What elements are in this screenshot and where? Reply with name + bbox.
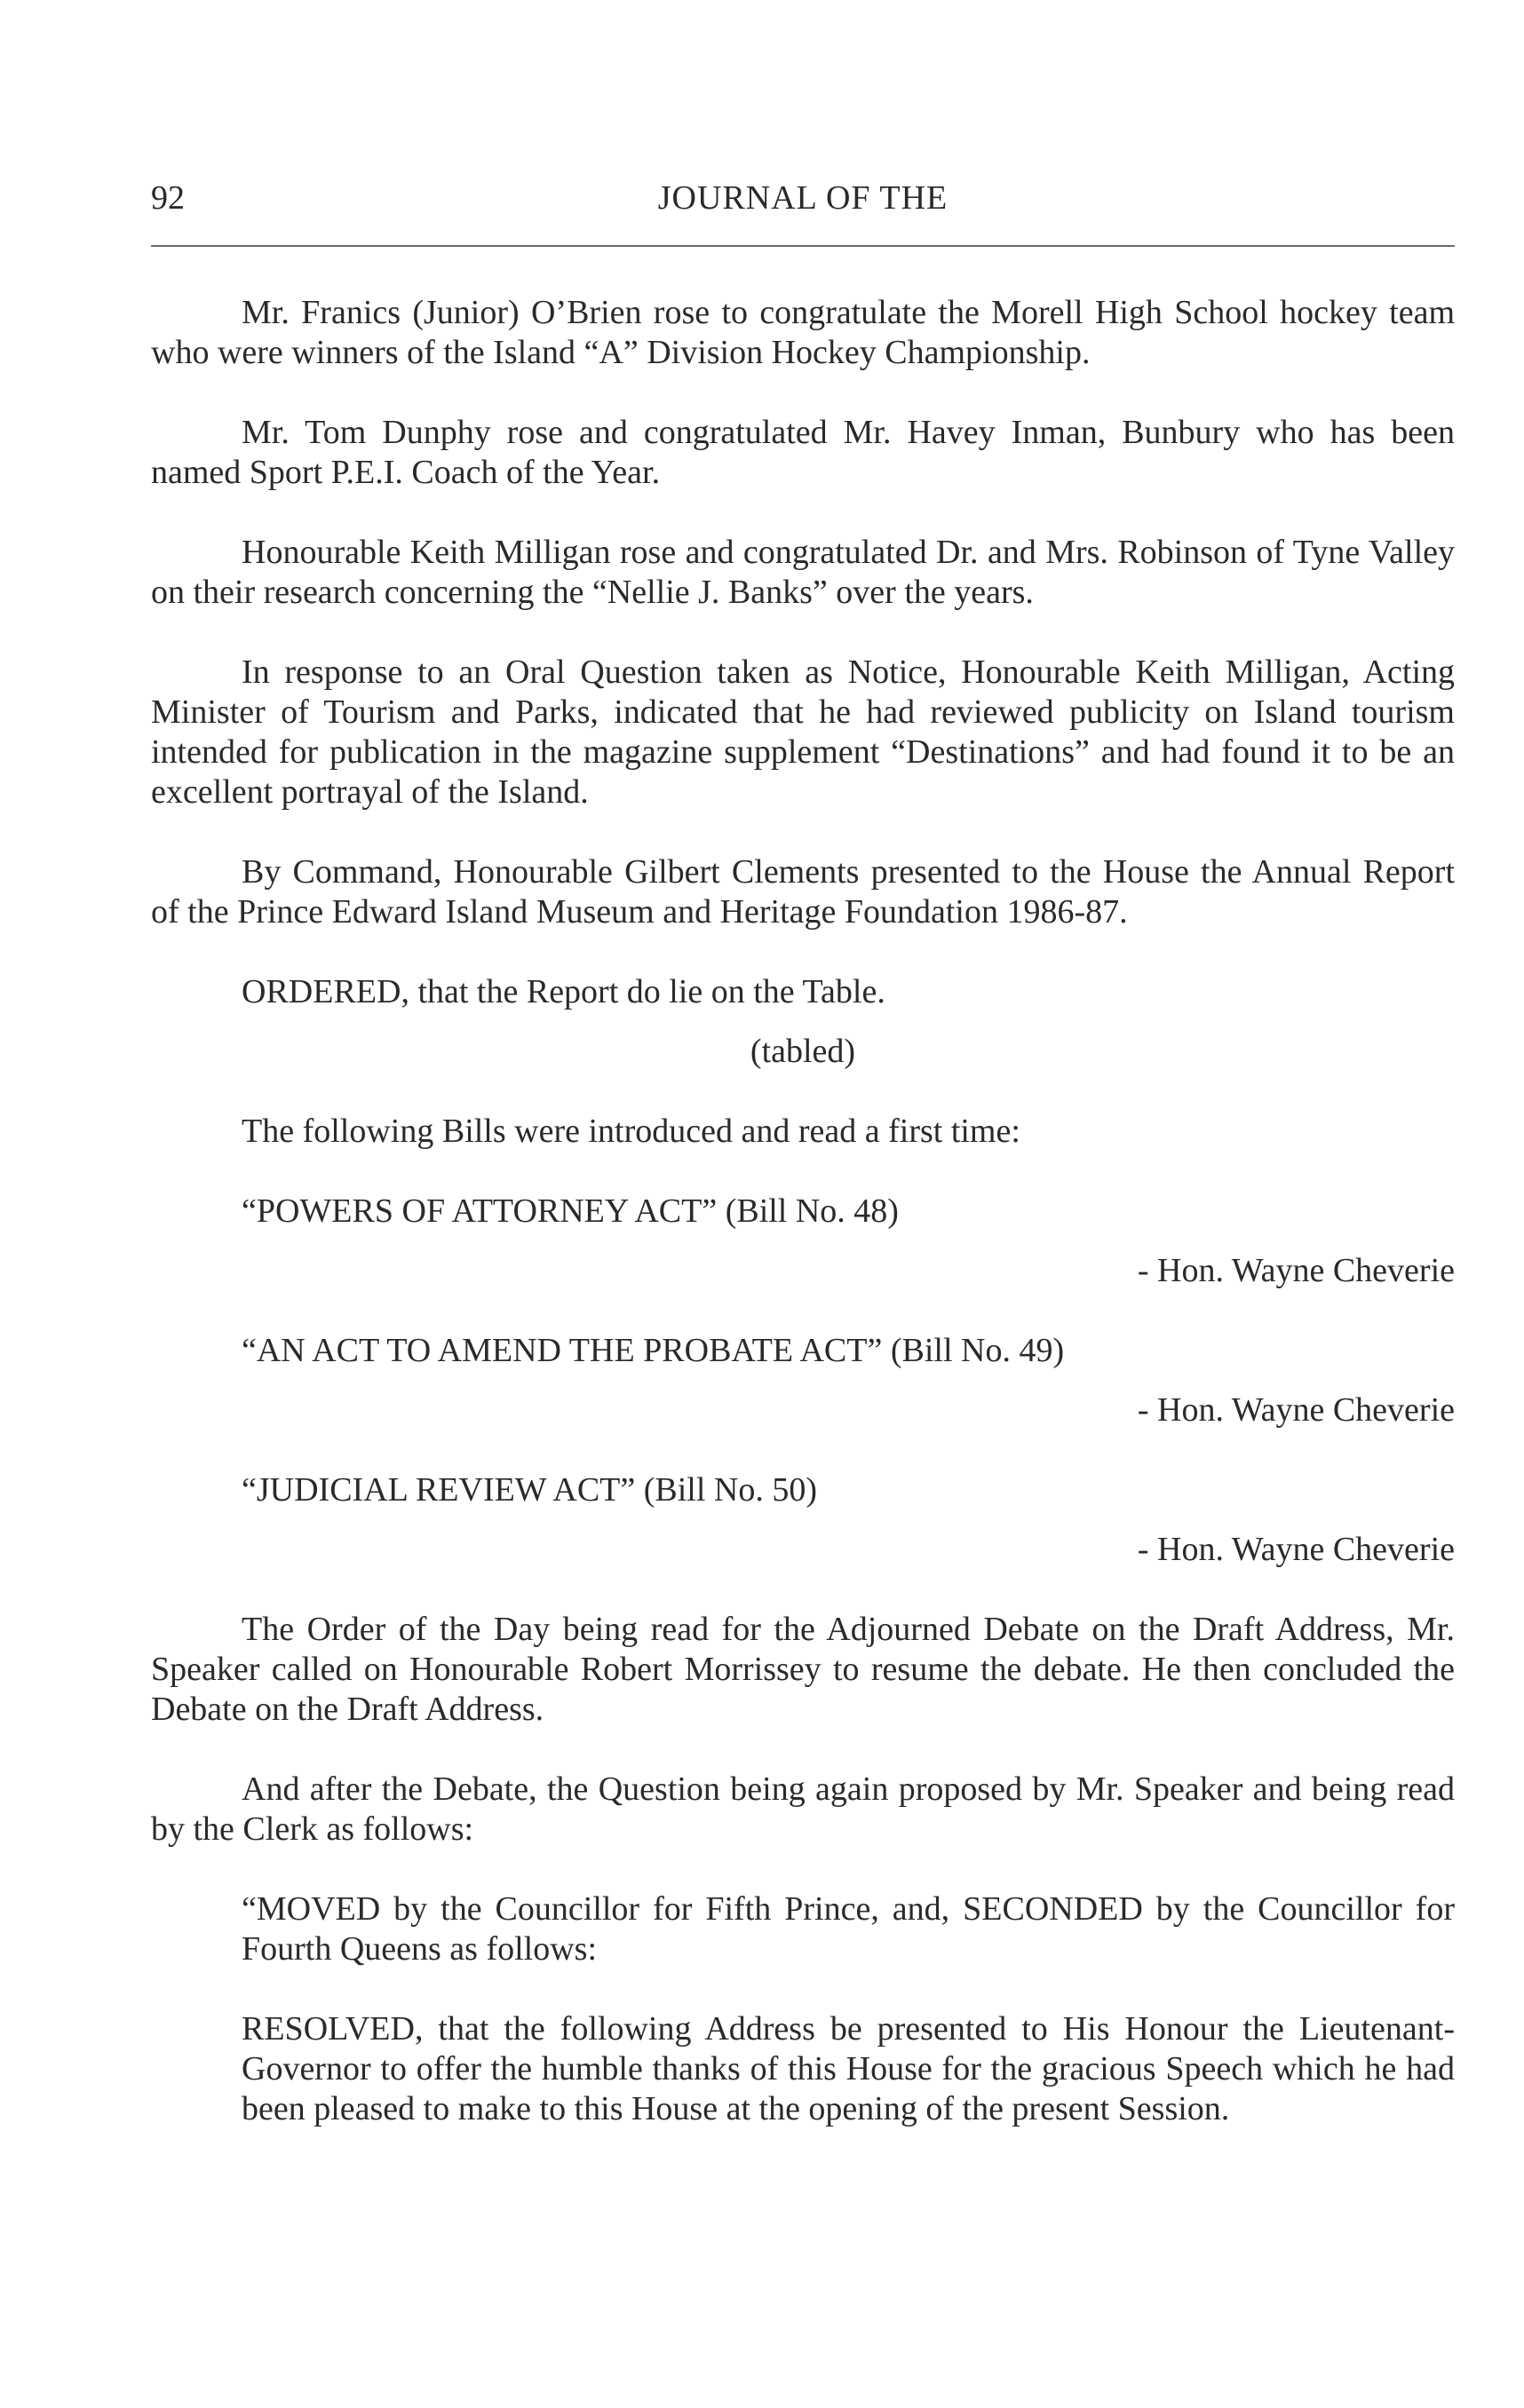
paragraph-dunphy: Mr. Tom Dunphy rose and congratulated Mr. Havey Inman, Bunbury who has been named Sport P.E.I. Coach of the Year.	[151, 414, 1455, 491]
bill-sponsor: - Hon. Wayne Cheverie	[1137, 1252, 1455, 1289]
bills-intro: The following Bills were introduced and read a first time:	[242, 1113, 1020, 1150]
moved-motion: “MOVED by the Councillor for Fifth Prince, and, SECONDED by the Councillor for Fourth Queens as follows:	[242, 1890, 1455, 1968]
paragraph-by-command: By Command, Honourable Gilbert Clements presented to the House the Annual Report of the Prince Edward Island Museum and Heritage Foundation 1986-87.	[151, 853, 1455, 931]
page-header	[151, 176, 1455, 220]
bill-title: “POWERS OF ATTORNEY ACT” (Bill No. 48)	[242, 1192, 899, 1230]
paragraph-after-debate: And after the Debate, the Question being again proposed by Mr. Speaker and being read by the Clerk as follows:	[151, 1770, 1455, 1848]
bill-sponsor: - Hon. Wayne Cheverie	[1137, 1391, 1455, 1429]
bill-sponsor: - Hon. Wayne Cheverie	[1137, 1531, 1455, 1568]
bill-title: “JUDICIAL REVIEW ACT” (Bill No. 50)	[242, 1471, 818, 1509]
paragraph-order-of-day: The Order of the Day being read for the Adjourned Debate on the Draft Address, Mr. Speaker called on Honourable Robert Morrissey to resume the debate. He then concluded the Debate on the Draft Address.	[151, 1611, 1455, 1728]
running-head: JOURNAL OF THE	[657, 179, 949, 217]
ordered-line: ORDERED, that the Report do lie on the Table.	[242, 973, 885, 1010]
paragraph-obrien: Mr. Franics (Junior) O’Brien rose to congratulate the Morell High School hockey team who were winners of the Island “A” Division Hockey Championship.	[151, 294, 1455, 371]
paragraph-oral-question: In response to an Oral Question taken as Notice, Honourable Keith Milligan, Acting Minister of Tourism and Parks, indicated that he had reviewed publicity on Island tourism intended for publication in the magazine supplement “Destinations” and had found it to be an excellent portrayal of the Island.	[151, 653, 1455, 811]
page-body	[151, 293, 1455, 2169]
header-rule	[151, 245, 1455, 247]
bill-title: “AN ACT TO AMEND THE PROBATE ACT” (Bill No. 49)	[242, 1332, 1065, 1369]
page-number: 92	[151, 179, 185, 217]
paragraph-milligan: Honourable Keith Milligan rose and congratulated Dr. and Mrs. Robinson of Tyne Valley on their research concerning the “Nellie J. Banks” over the years.	[151, 534, 1455, 611]
tabled-note: (tabled)	[750, 1033, 856, 1070]
resolved-motion: RESOLVED, that the following Address be presented to His Honour the Lieutenant-Governor to offer the humble thanks of this House for the gracious Speech which he had been pleased to make to this House at the opening of the present Session.	[242, 2010, 1455, 2127]
